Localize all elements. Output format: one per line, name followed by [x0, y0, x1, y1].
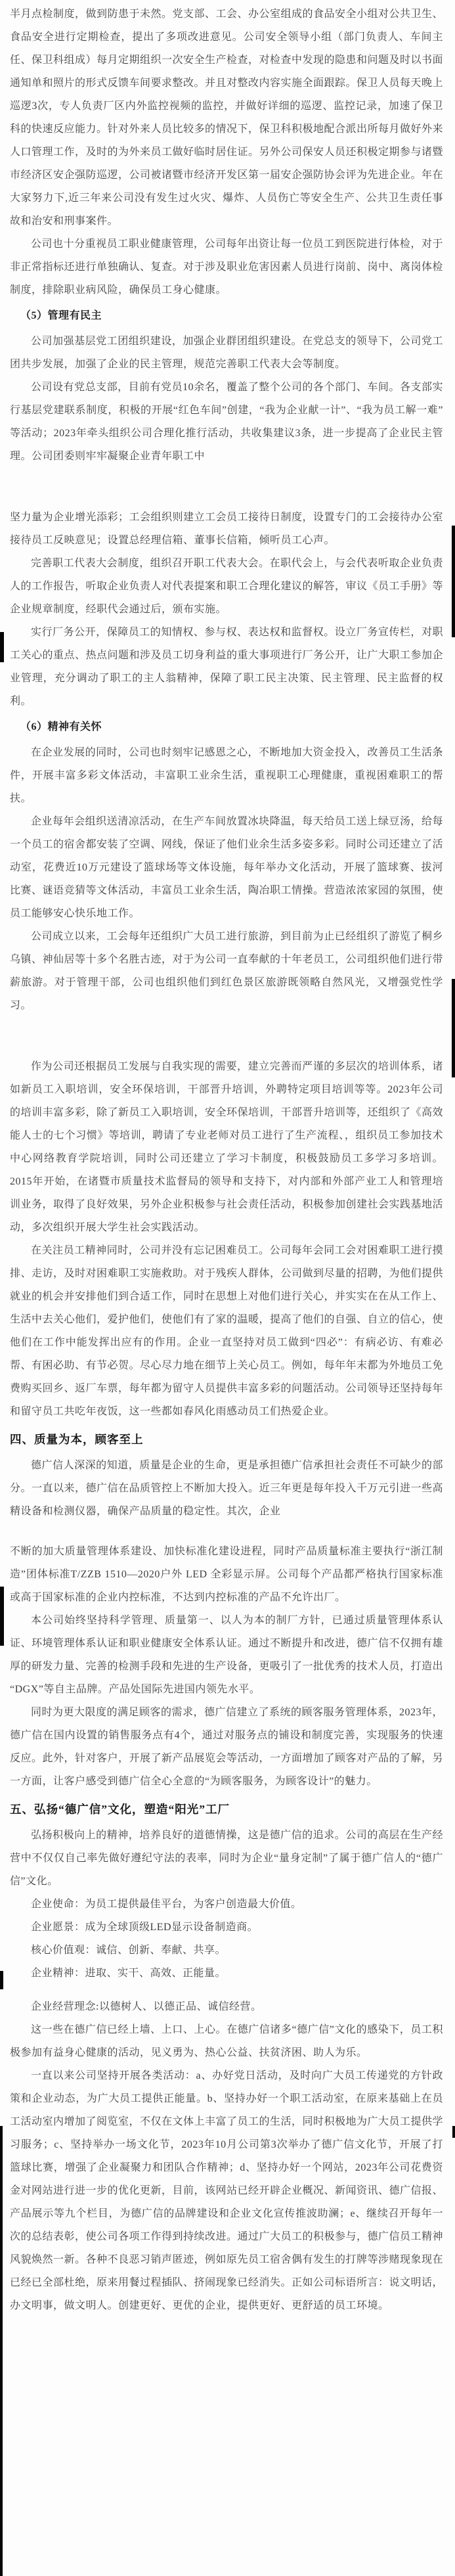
paragraph: 半月点检制度，做到防患于未然。党支部、工会、办公室组成的食品安全小组对公共卫生、食品安全进行定期检查，提出了多项改进意见。公司安全领导小组（部门负责人、车间主任、保卫科组成）每月定期组织一次安全生产检查，对检查中发现的隐患和问题及时以书面通知单和照片的形式反馈车间要求整改。并且对整改内容实施全面跟踪。保卫人员每天晚上巡逻3次，专人负责厂区内外监控视频的监控，并做好详细的巡逻、监控记录，加速了保卫科的快速反应能力。针对外来人员比较多的情况下，保卫科积极地配合派出所每月做好外来人口管理工作，及时的为外来员工做好临时居住证。另外公司保安人员还积极定期参与诸暨市经济区安企强防巡逻，公司被诸暨市经济开发区第一届安企强防协会评为先进企业。年在大家努力下,近三年来公司没有发生过火灾、爆炸、人员伤亡等安全生产、公共卫生责任事故和治安和刑事案件。	[10, 9, 444, 227]
scanned-page-3	[0, 1055, 455, 1523]
page-break-gap	[0, 1523, 455, 1540]
paragraph: 企业每年会组织送清凉活动，在生产车间放置冰块降温，每天给员工送上绿豆汤，给每一个员工的宿舍都安装了空调、网线，保证了他们业余生活多姿多彩。同时公司还建立了活动室，花费近10万元建设了篮球场等文体设施，每年举办文化活动，开展了篮球赛、拔河比赛、谜语竞猜等文体活动，丰富员工业余生活，陶冶职工情操。营造浓浓家园的氛围，使员工能够安心快乐地工作。	[10, 816, 444, 919]
paragraph-business-philosophy: 企业经营理念:以德树人、以德正品、诚信经营。	[31, 2001, 262, 2012]
paragraph-mission: 企业使命：为员工提供最佳平台，为客户创造最大价值。	[31, 1899, 302, 1910]
paragraph-core-values: 核心价值观：诚信、创新、奉献、共享。	[31, 1945, 227, 1956]
paragraph: 公司加强基层党工团组织建设，加强企业群团组织建设。在党总支的领导下，公司党工团共步发展，加强了企业的民主管理，规范完善职工代表大会等制度。	[10, 336, 443, 370]
scan-edge-artifact	[0, 632, 4, 662]
paragraph: 在企业发展的同时，公司也时刻牢记感恩之心，不断地加大资金投入，改善员工生活条件，开展丰富多彩文体活动，丰富职工业余生活，重视职工心理健康，重视困难职工的帮扶。	[10, 747, 443, 804]
scanned-page-4	[0, 1540, 455, 1985]
paragraph: 作为公司还根据员工发展与自我实现的需要，建立完善而严谨的多层次的培训体系，诸如新员工入职培训，安全环保培训，干部晋升培训，外聘特定项目培训等等。2023年公司的培训丰富多彩，除了新员工入职培训，安全环保培训，干部晋升培训等，还组织了《高效能人士的七个习惯》等培训，聘请了专业老师对员工进行了生产流程、，组织员工参加技术中心网络教育学院培训，同时公司还建立了学习卡制度，积极鼓励员工多学习多培训。2015年开始，在诸暨市质量技术监督局的领导和支持下，对内部和外部产业工人和管理培训业务，取得了良好效果，另外企业积极参与社会责任活动，积极参加创建社会实践基地活动，多次组织开展大学生社会实践活动。	[10, 1061, 444, 1233]
scan-edge-artifact	[452, 979, 455, 1077]
scan-edge-artifact	[0, 1971, 3, 1989]
paragraph: 完善职工代表大会制度，组织召开职工代表大会。在职代会上，与会代表听取企业负责人的工作报告，听取企业负责人对代表提案和职工合理化建议的解答，审议《员工手册》等企业规章制度，经职代会通过后，颁布实施。	[10, 558, 444, 615]
paragraph: 在关注员工精神同时，公司并没有忘记困难员工。公司每年会同工会对困难职工进行摸排、走访，及时对困难职工实施救助。对于残疾人群体，公司做到尽量的招聘，为他们提供就业的机会并安排他们到合适工作，同时在思想上对他们进行关心，并实实在在从工作上、生活中去关心他们，爱护他们，使他们有了家的温暖，提高了他们的自强、自立的信心，使他们在工作中能发挥出应有的作用。企业一直坚持对员工做到“四必”：有病必访、有难必帮、有困必助、有节必贺。尽心尽力地在细节上关心员工。例如，每年年末都为外地员工免费购买回乡、返厂车票，每年都为留守人员提供丰富多彩的问题活动。公司领导还坚持每年和留守员工共吃年夜饭，这一些都如春风化雨感动员工们热爱企业。	[10, 1245, 444, 1417]
subsection-heading-6: （6）精神有关怀	[20, 721, 102, 733]
subsection-heading-5: （5）管理有民主	[20, 310, 102, 321]
paragraph: 实行厂务公开，保障员工的知情权、参与权、表达权和监督权。设立厂务宣传栏，对职工关心的重点、热点问题和涉及员工切身利益的重大事项进行厂务公开，让广大职工参加企业管理，充分调动了职工的主人翁精神，保障了职工民主决策、民主管理、民主监督的权利。	[10, 627, 444, 707]
paragraph: 弘扬积极向上的精神，培养良好的道德情操，这是德广信的追求。公司的高层在生产经营中不仅仅自己率先做好遵纪守法的表率，同时为企业“量身定制”了属于德广信人的“德广信”文化。	[10, 1830, 443, 1887]
scanned-page-5	[0, 1995, 455, 2317]
scanned-page-2	[0, 506, 455, 1017]
paragraph: 德广信人深深的知道，质量是企业的生命，更是承担德广信承担社会责任不可缺少的部分。一直以来，德广信在品质管控上不断加大投入。近三年更是每年投入千万元引进一些高精设备和检测仪器，确保产品质量的稳定性。其次，企业	[10, 1460, 444, 1517]
paragraph: 一直以来公司坚持开展各类活动：a、办好党日活动，及时向广大员工传递党的方针政策和企业动态，为广大员工提供正能量。b、坚持办好一个职工活动室，在原来基础上在员工活动室内增加了阅览室，不仅在文体上丰富了员工的生活，同时积极地为广大员工提供学习服务；c、坚持举办一场文化节，2023年10月公司第3次举办了德广信文化节，开展了打篮球比赛，增强了企业凝聚力和团队合作精神；d、坚持办好一个网站，2023年公司花费资金对网站进行进一步的优化更新，目前，该网站已经开辟企业概况、新闻资讯、德广信报、产品展示等九个栏目，为德广信的品牌建设和企业文化宣传推波助澜；e、继续召开每年一次的总结表彰，使公司各项工作得到持续改进。通过广大员工的积极参与，德广信员工精神风貌焕然一新。各种不良恶习销声匿迹，例如原先员工宿舍偶有发生的打牌等涉赌现象现在已经已全部杜绝，原来用餐过程插队、挤闹现象已经消失。正如公司标语所言：说文明话，办文明事，做文明人。创建更好、更优的企业，提供更好、更舒适的员工环境。	[10, 2070, 444, 2311]
paragraph: 这一些在德广信已经上墙、上口、上心。在德广信诸多“德广信”文化的感染下，员工积极参加有益身心健康的活动，见义勇为、热心公益、扶贫济困、助人为乐。	[10, 2024, 443, 2058]
page-break-gap	[0, 1985, 455, 1995]
section-heading-5: 五、弘扬“德广信”文化，塑造“阳光”工厂	[10, 1803, 230, 1816]
paragraph: 坚力量为企业增光添彩；工会组织则建立工会员工接待日制度，设置专门的工会接待办公室接待员工反映意见；设置总经理信箱、董事长信箱，倾听员工心声。	[10, 512, 444, 546]
paragraph: 公司设有党总支部，目前有党员10余名，覆盖了整个公司的各个部门、车间。各支部实行基层党建联系制度，积极的开展“红色车间”创建，“我为企业献一计”、“我为员工解一难”等活动；2023年牵头组织公司合理化推行活动，共收集建议3条，进一步提高了企业民主管理。公司团委则牢牢凝聚企业青年职工中	[10, 382, 443, 462]
paragraph: 本公司始终坚持科学管理、质量第一、以人为本的制厂方针，已通过质量管理体系认证、环境管理体系认证和职业健康安全体系认证。通过不断提升和改进，德广信不仅拥有雄厚的研发力量、完善的检测手段和先进的生产设备，更吸引了一批优秀的技术人员，打造出“DGX”等自主品牌。产品处国际先进国内领先水平。	[10, 1615, 444, 1695]
scan-edge-artifact	[452, 526, 455, 637]
paragraph: 同时为更大限度的满足顾客的需求，德广信建立了系统的顾客服务管理体系，2023年，德广信在国内设置的销售服务点有4个，通过对服务点的铺设和制度完善，实现服务的快速反应。此外，针对客户，开展了新产品展览会等活动，一方面增加了顾客对产品的了解，另一方面，让客户感受到德广信全心全意的“为顾客服务，为顾客设计”的魅力。	[10, 1707, 444, 1787]
scanned-page-1	[0, 0, 455, 468]
paragraph-vision: 企业愿景：成为全球顶级LED显示设备制造商。	[31, 1922, 259, 1933]
section-heading-4: 四、质量为本，顾客至上	[10, 1433, 144, 1446]
paragraph-enterprise-spirit: 企业精神：进取、实干、高效、正能量。	[31, 1968, 227, 1979]
paragraph: 公司也十分重视员工职业健康管理，公司每年出资让每一位员工到医院进行体检，对于非正常指标还进行单独确认、复查。对于涉及职业危害因素人员进行岗前、岗中、离岗体检制度，排除职业病风险，确保员工身心健康。	[10, 238, 444, 296]
scan-edge-artifact	[452, 2126, 455, 2138]
paragraph: 不断的加大质量管理体系建设、加快标准化建设进程，同时产品质量标准主要执行“浙江制造”团体标准T/ZZB 1510—2020户外 LED 全彩显示屏。公司每个产品都严格执行国家标准或高于国家标准的企业内控标准，不达到内控标准的产品不允许出厂。	[10, 1546, 443, 1603]
page-break-gap	[0, 468, 455, 506]
scan-edge-artifact	[0, 2126, 3, 2576]
page-break-gap	[0, 1017, 455, 1055]
paragraph: 公司成立以来，工会每年还组织广大员工进行旅游，到目前为止已经组织了游览了桐乡乌镇、神仙居等十多个名胜古迹，对于为公司一直奉献的十年老员工，公司组织他们进行带薪旅游。对于管理干部，公司也组织他们到红色景区旅游既领略自然风光，又增强党性学习。	[10, 931, 444, 1011]
scan-edge-artifact	[0, 1587, 4, 1646]
